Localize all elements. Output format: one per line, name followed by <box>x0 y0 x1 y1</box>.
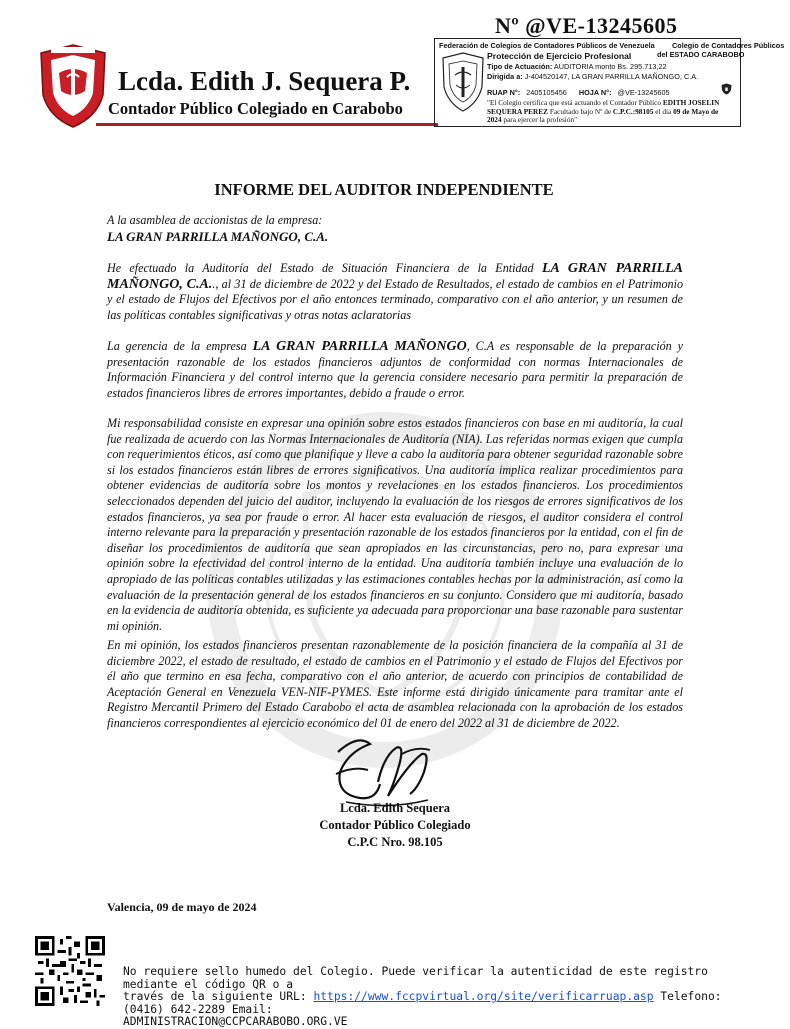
stamp-ruap-row <box>487 89 670 98</box>
report-title: INFORME DEL AUDITOR INDEPENDIENTE <box>214 180 554 199</box>
stamp-cert-2d: el día <box>655 106 672 116</box>
stamp-sheet-value: @VE-13245605 <box>617 88 670 97</box>
paragraph-responsibility: Mi responsabilidad consiste en expresar una opinión sobre estos estados financieros con base en mi auditoría, la cual fue realizada de acuerdo con las Normas Internacionales de Auditoría (NIA). Las referidas normas exigen que cumpla con requerimientos éticos, así como que planifique y lleve a cabo la auditoría para obtener seguridad razonable sobre si los estados financieros están libres de errores significativos. Una auditoría implica realizar procedimientos para obtener evidencias de auditoría sobre los montos y revelaciones en los estados financieros. Los procedimientos seleccionados dependen del juicio del auditor, incluyendo la evaluación de los riesgos de errores significativos de los estados financieros, ya sea por fraude o error. Al hacer esta evaluación de riesgos, el auditor considera el control interno relevante para la preparación y presentación razonable de los estados financieros por la entidad, con el fin de diseñar los procedimientos de auditoría que sean apropiados en las circunstancias, pero no, para expresar una opinión sobre la efectividad del control interno de la entidad. Una auditoría también incluye una evaluación de lo apropiado de las políticas contables utilizadas y las estimaciones contables hechas por la administración, así como la evaluación de la presentación general de los estados financieros en su conjunto. Considero que mi auditoría, basado en la evidencia de auditoría obtenida, es suficiente ya adecuada para proporcionar una base razonable para sustentar mi opinión. <box>107 416 683 633</box>
stamp-addressed-row <box>487 73 698 82</box>
document-number: Nº @VE-13245605 <box>495 13 678 38</box>
p1-company: LA GRAN PARRILLA MAÑONGO, C.A. <box>107 261 683 292</box>
stamp-federation: Federación de Colegios de Contadores Públicos de Venezuela <box>439 41 655 50</box>
stamp-addressed-value: J-404520147, LA GRAN PARRILLA MAÑONGO, C.A. <box>524 72 699 81</box>
stamp-seal-icon <box>441 51 485 113</box>
stamp-cert-line-3 <box>487 116 577 125</box>
stamp-cert-2a: SEQUERA PEREZ <box>487 106 549 116</box>
footer-line-2-prefix: través de la siguiente URL: <box>123 990 307 1003</box>
paragraph-scope <box>107 261 683 323</box>
signer-name: Lcda. Edith Sequera <box>339 801 451 815</box>
footer-email[interactable]: ADMINISTRACION@CCPCARABOBO.ORG.VE <box>123 1015 348 1028</box>
logo-seal-icon <box>37 43 109 129</box>
verification-link[interactable]: https://www.fccpvirtual.org/site/verificarruap.asp <box>313 990 654 1003</box>
stamp-ruap-label: RUAP N°: <box>487 88 521 97</box>
header-subtitle: Contador Público Colegiado en Carabobo <box>108 99 403 118</box>
shield-icon <box>721 83 732 95</box>
stamp-cert-2e: 09 de Mayo de <box>673 106 719 116</box>
signer-cpc: C.P.C Nro. 98.105 <box>347 835 443 849</box>
addressee-company: LA GRAN PARRILLA MAÑONGO, C.A. <box>107 229 329 244</box>
stamp-college: Colegio de Contadores Públicos <box>672 41 785 50</box>
stamp-ruap-value: 2405105456 <box>526 88 567 97</box>
p2-text-a: La gerencia de la empresa <box>107 339 247 353</box>
p2-company: LA GRAN PARRILLA MAÑONGO <box>252 339 467 354</box>
professional-stamp <box>434 38 785 127</box>
stamp-addressed-label: Dirigida a: <box>487 72 523 81</box>
stamp-type-value: AUDITORIA monto Bs. 295.713,22 <box>553 62 667 71</box>
stamp-sheet-label: HOJA N°: <box>578 88 612 97</box>
stamp-cert-1b: EDITH JOSELIN <box>662 98 720 107</box>
footer-line-2-suffix: Telefono: (0416) 642-2289 Email: <box>123 990 722 1016</box>
stamp-cert-2c: C.P.C.:98105 <box>612 106 654 116</box>
addressee-line: A la asamblea de accionistas de la empresa: <box>107 213 323 227</box>
header-divider <box>96 123 438 126</box>
stamp-protection: Protección de Ejercicio Profesional <box>487 51 632 61</box>
stamp-type-label: Tipo de Actuación: <box>487 62 553 71</box>
paragraph-opinion: En mi opinión, los estados financieros presentan razonablemente de la posición financiera de la compañía al 31 de diciembre 2022, el estado de resultado, el estado de cambios en el Patrimonio y el estado de Flujos del Efectivos por él año que termino en esa fecha, comparativo con el año anterior, de acuerdo con principios de contabilidad de Aceptación General en Venezuela VEN-NIF-PYMES. Este informe está dirigido únicamente para tramitar ante el Registro Mercantil Primero del Estado Carabobo el acta de asamblea relacionada con la aprobación de los estados financieros correspondientes al ejercicio económico del 01 de enero del 2022 al 31 de diciembre de 2022. <box>107 638 683 730</box>
footer-line-2 <box>123 991 723 1016</box>
place-date: Valencia, 09 de mayo de 2024 <box>107 900 257 914</box>
header-name: Lcda. Edith J. Sequera P. <box>118 66 411 96</box>
paragraph-management <box>107 339 683 401</box>
stamp-cert-3a: 2024 <box>487 115 502 124</box>
stamp-cert-1a: "El Colegio certifica que está actuando el Contador Público <box>487 98 661 107</box>
stamp-cert-2b: Facultado bajo Nº de <box>549 106 612 116</box>
signer-title: Contador Público Colegiado <box>319 818 471 832</box>
p1-text-a: He efectuado la Auditoría del Estado de Situación Financiera de la Entidad <box>107 261 534 275</box>
p1-text-b: ., al 31 de diciembre de 2022 y del Estado de Resultados, el estado de cambios en el Patrimonio y el estado de Flujos del Efectivos por el año entonces terminado, comparativo con el año anterior, y un resumen de las políticas contables significativas y otras notas aclaratorias <box>107 276 683 322</box>
qr-code-icon[interactable] <box>35 936 105 1006</box>
stamp-type-row <box>487 63 667 72</box>
stamp-college-state: del ESTADO CARABOBO <box>657 50 745 59</box>
stamp-cert-3b: para ejercer la profesión" <box>503 115 578 124</box>
p2-text-b: , C.A es responsable de la preparación y presentación razonable de los estados financieros adjuntos de conformidad con normas Internacionales de Información Financiera y del control interno que la gerencia considere necesario para permitir la preparación de estados financieros libres de errores importantes, debido a fraude o error. <box>107 339 684 400</box>
footer-verification-note <box>123 966 723 1029</box>
footer-line-1: No requiere sello humedo del Colegio. Puede verificar la autenticidad de este registro mediante el código QR o a <box>123 965 708 991</box>
